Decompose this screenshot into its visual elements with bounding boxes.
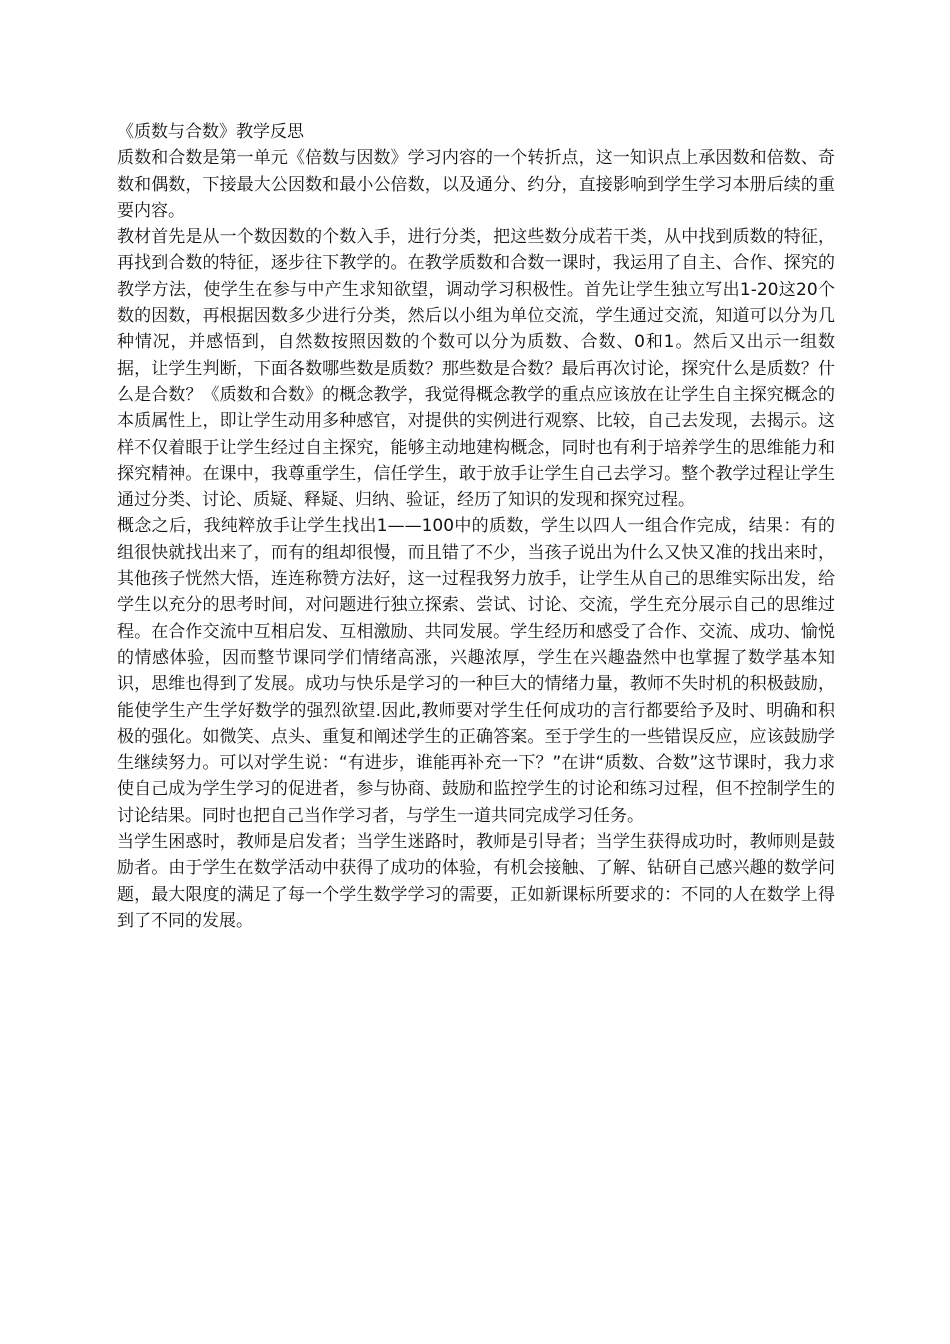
paragraph-4: 当学生困惑时，教师是启发者；当学生迷路时，教师是引导者；当学生获得成功时，教师则是鼓励者。由于学生在数学活动中获得了成功的体验，有机会接触、了解、钻研自己感兴趣的数学问题，最大限度的满足了每一个学生数学学习的需要，正如新课标所要求的：不同的人在数学上得到了不同的发展。 bbox=[117, 832, 835, 931]
paragraph-2: 教材首先是从一个数因数的个数入手，进行分类，把这些数分成若干类，从中找到质数的特征，再找到合数的特征，逐步往下教学的。在教学质数和合数一课时，我运用了自主、合作、探究的教学方法，使学生在参与中产生求知欲望，调动学习积极性。首先让学生独立写出1-20这20个数的因数，再根据因数多少进行分类，然后以小组为单位交流，学生通过交流，知道可以分为几种情况，并感悟到，自然数按照因数的个数可以分为质数、合数、0和1。然后又出示一组数据，让学生判断，下面各数哪些数是质数？那些数是合数？最后再次讨论，探究什么是质数？什么是合数？《质数和合数》的概念教学，我觉得概念教学的重点应该放在让学生自主探究概念的本质属性上，即让学生动用多种感官，对提供的实例进行观察、比较，自己去发现，去揭示。这样不仅着眼于让学生经过自主探究，能够主动地建构概念，同时也有利于培养学生的思维能力和探究精神。在课中，我尊重学生，信任学生，敢于放手让学生自己去学习。整个教学过程让学生通过分类、讨论、质疑、释疑、归纳、验证，经历了知识的发现和探究过程。 bbox=[117, 227, 835, 511]
paragraph-3: 概念之后，我纯粹放手让学生找出1——100中的质数，学生以四人一组合作完成，结果：有的组很快就找出来了，而有的组却很慢，而且错了不少，当孩子说出为什么又快又准的找出来时，其他孩子恍然大悟，连连称赞方法好，这一过程我努力放手，让学生从自己的思维实际出发，给学生以充分的思考时间，对问题进行独立探索、尝试、讨论、交流，学生充分展示自己的思维过程。在合作交流中互相启发、互相激励、共同发展。学生经历和感受了合作、交流、成功、愉悦的情感体验，因而整节课同学们情绪高涨，兴趣浓厚，学生在兴趣盎然中也掌握了数学基本知识，思维也得到了发展。成功与快乐是学习的一种巨大的情绪力量，教师不失时机的积极鼓励，能使学生产生学好数学的强烈欲望.因此,教师要对学生任何成功的言行都要给予及时、明确和积极的强化。如微笑、点头、重复和阐述学生的正确答案。至于学生的一些错误反应，应该鼓励学生继续努力。可以对学生说：“有进步，谁能再补充一下？”在讲“质数、合数”这节课时，我力求使自己成为学生学习的促进者，参与协商、鼓励和监控学生的讨论和练习过程，但不控制学生的讨论结果。同时也把自己当作学习者，与学生一道共同完成学习任务。 bbox=[117, 516, 835, 826]
paragraph-1: 质数和合数是第一单元《倍数与因数》学习内容的一个转折点，这一知识点上承因数和倍数、奇数和偶数，下接最大公因数和最小公倍数，以及通分、约分，直接影响到学生学习本册后续的重要内容。 bbox=[117, 148, 835, 221]
document-title: 《质数与合数》教学反思 bbox=[117, 122, 304, 142]
document-page bbox=[117, 119, 835, 934]
